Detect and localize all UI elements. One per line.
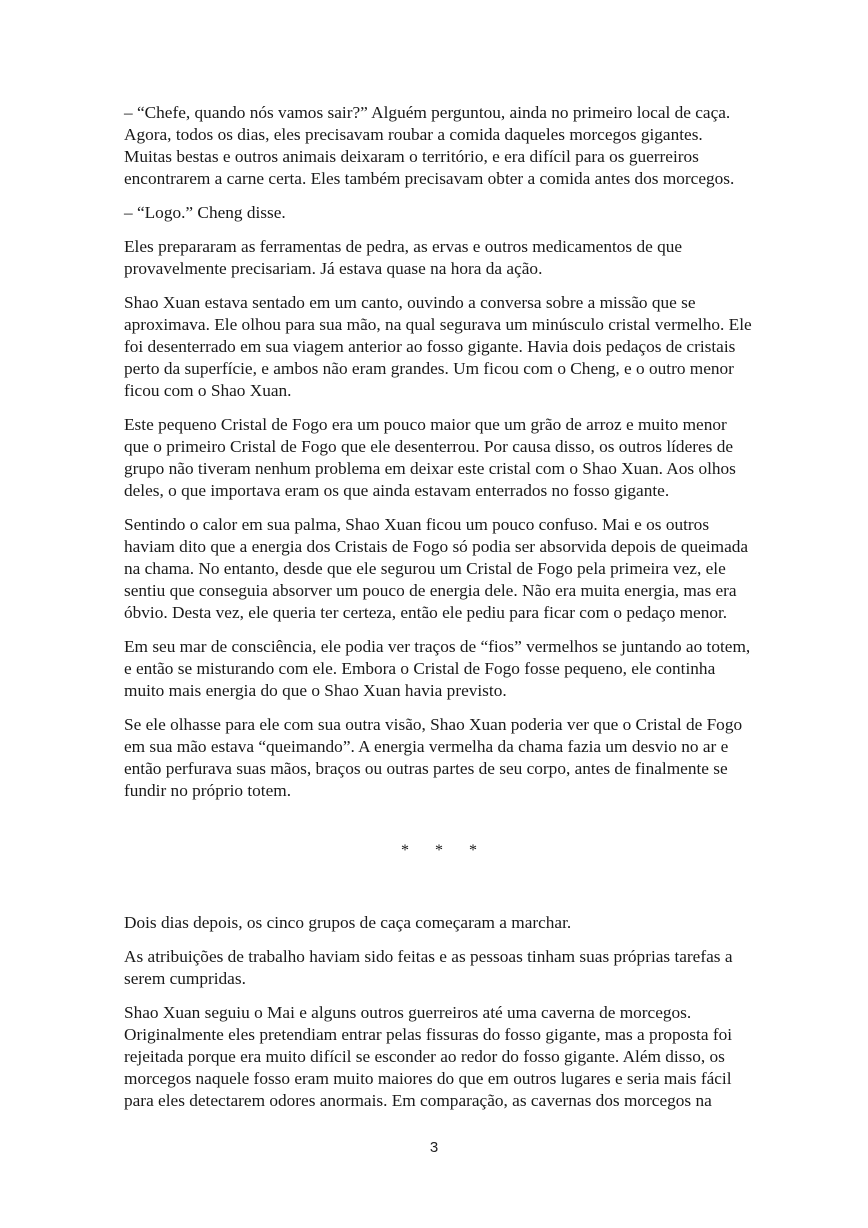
- paragraph: As atribuições de trabalho haviam sido feitas e as pessoas tinham suas próprias tarefas a serem cumpridas.: [124, 947, 733, 988]
- paragraph: Em seu mar de consciência, ele podia ver traços de “fios” vermelhos se juntando ao totem, e então se misturando com ele. Embora o Cristal de Fogo fosse pequeno, ele continha muito mais energia do que o Shao Xuan havia previsto.: [124, 637, 751, 700]
- paragraph: Shao Xuan seguiu o Mai e alguns outros guerreiros até uma caverna de morcegos. Originalmente eles pretendiam entrar pelas fissuras do fosso gigante, mas a proposta foi rejeitada porque era muito difícil se esconder ao redor do fosso gigante. Além disso, os morcegos naquele fosso eram muito maiores do que em outros lugares e seria mais fácil para eles detectarem odores anormais. Em comparação, as cavernas dos morcegos na: [124, 1003, 733, 1110]
- paragraph: Se ele olhasse para ele com sua outra visão, Shao Xuan poderia ver que o Cristal de Fogo em sua mão estava “queimando”. A energia vermelha da chama fazia um desvio no ar e então perfurava suas mãos, braços ou outras partes de seu corpo, antes de finalmente se fundir no próprio totem.: [124, 715, 743, 800]
- document-page: [124, 102, 754, 1124]
- paragraph: – “Chefe, quando nós vamos sair?” Alguém perguntou, ainda no primeiro local de caça. Agora, todos os dias, eles precisavam roubar a comida daqueles morcegos gigantes. Muitas bestas e outros animais deixaram o território, e era difícil para os guerreiros encontrarem a carne certa. Eles também precisavam obter a comida antes dos morcegos.: [124, 103, 735, 188]
- separator-asterisk: *: [401, 842, 409, 859]
- separator-asterisk: *: [469, 842, 477, 859]
- paragraph: – “Logo.” Cheng disse.: [124, 203, 286, 222]
- paragraph: Eles prepararam as ferramentas de pedra, as ervas e outros medicamentos de que provavelmente precisariam. Já estava quase na hora da ação.: [124, 237, 683, 278]
- paragraph: Sentindo o calor em sua palma, Shao Xuan ficou um pouco confuso. Mai e os outros haviam dito que a energia dos Cristais de Fogo só podia ser absorvida depois de queimada na chama. No entanto, desde que ele segurou um Cristal de Fogo pela primeira vez, ele sentiu que conseguia absorver um pouco de energia dele. Não era muita energia, mas era óbvio. Desta vez, ele queria ter certeza, então ele pediu para ficar com o pedaço menor.: [124, 515, 749, 622]
- paragraph: Dois dias depois, os cinco grupos de caça começaram a marchar.: [124, 913, 572, 932]
- separator-asterisk: *: [435, 842, 443, 859]
- paragraph: Este pequeno Cristal de Fogo era um pouco maior que um grão de arroz e muito menor que o primeiro Cristal de Fogo que ele desenterrou. Por causa disso, os outros líderes de grupo não tiveram nenhum problema em deixar este cristal com o Shao Xuan. Aos olhos deles, o que importava eram os que ainda estavam enterrados no fosso gigante.: [124, 415, 736, 500]
- section-separator: [124, 840, 754, 862]
- paragraph: Shao Xuan estava sentado em um canto, ouvindo a conversa sobre a missão que se aproximava. Ele olhou para sua mão, na qual segurava um minúsculo cristal vermelho. Ele foi desenterrado em sua viagem anterior ao fosso gigante. Havia dois pedaços de cristais perto da superfície, e ambos não eram grandes. Um ficou com o Cheng, e o outro menor ficou com o Shao Xuan.: [124, 293, 752, 400]
- page-number: 3: [429, 1139, 439, 1156]
